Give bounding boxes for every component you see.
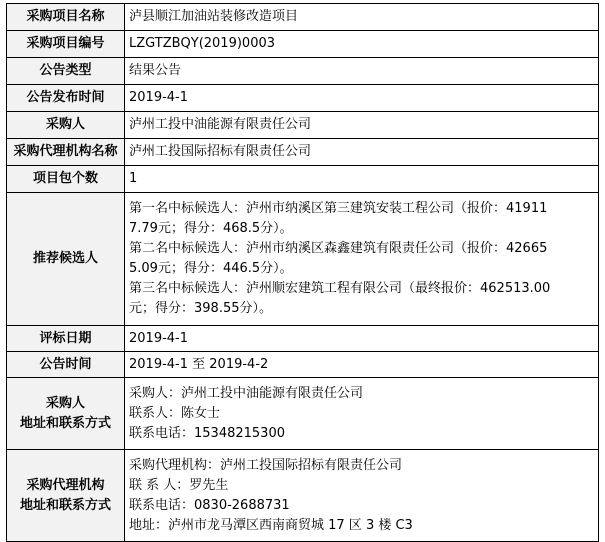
- row-project-name: [7, 4, 599, 31]
- project-number-value: LZGTZBQY(2019)0003: [125, 31, 599, 58]
- candidate-line: 5.09元；得分：446.5分）。: [129, 261, 293, 276]
- purchaser-contact-value: [125, 378, 599, 450]
- agency-contact-label-line2: 地址和联系方式: [19, 497, 111, 513]
- row-agency-contact: [7, 450, 599, 542]
- package-count-value: 1: [125, 166, 599, 193]
- row-package-count: [7, 166, 599, 193]
- eval-date-value: 2019-4-1: [125, 326, 599, 352]
- purchaser-contact-label-line2: 地址和联系方式: [19, 415, 111, 431]
- purchaser-contact-label: [7, 378, 125, 450]
- row-candidates: [7, 193, 599, 326]
- publish-time-label: 公告发布时间: [7, 85, 125, 112]
- purchaser-contact-line: 联系电话：15348215300: [129, 425, 285, 441]
- agency-contact-line: 采购代理机构：泸州工投国际招标有限责任公司: [129, 457, 403, 473]
- row-publish-time: [7, 85, 599, 112]
- candidate-line: 7.79元；得分：468.5分）。: [129, 221, 293, 236]
- agency-name-label: 采购代理机构名称: [7, 139, 125, 166]
- agency-name-value: 泸州工投国际招标有限责任公司: [125, 139, 599, 166]
- notice-time-label: 公告时间: [7, 352, 125, 378]
- purchaser-value: 泸州工投中油能源有限责任公司: [125, 112, 599, 139]
- purchaser-contact-line: 联系人：陈女士: [129, 405, 221, 421]
- agency-contact-label-line1: 采购代理机构: [26, 477, 105, 493]
- candidates-value: [125, 193, 599, 326]
- row-project-number: [7, 31, 599, 58]
- row-purchaser-contact: [7, 378, 599, 450]
- candidate-line: 第二名中标候选人：泸州市纳溪区森鑫建筑有限责任公司（报价：42665: [129, 241, 548, 256]
- project-name-label: 采购项目名称: [7, 4, 125, 31]
- purchaser-contact-label-line1: 采购人: [45, 395, 85, 411]
- notice-type-value: 结果公告: [125, 58, 599, 85]
- publish-time-value: 2019-4-1: [125, 85, 599, 112]
- agency-contact-line: 地址：泸州市龙马潭区西南商贸城 17 区 3 楼 C3: [129, 517, 413, 533]
- row-notice-type: [7, 58, 599, 85]
- row-agency-name: [7, 139, 599, 166]
- purchaser-contact-line: 采购人：泸州工投中油能源有限责任公司: [129, 385, 364, 401]
- candidate-line: 第一名中标候选人：泸州市纳溪区第三建筑安装工程公司（报价：41911: [129, 201, 548, 216]
- notice-time-value: 2019-4-1 至 2019-4-2: [125, 352, 599, 378]
- candidate-line: 第三名中标候选人：泸州顺宏建筑工程有限公司（最终报价：462513.00: [129, 281, 551, 296]
- row-eval-date: [7, 326, 599, 352]
- eval-date-label: 评标日期: [7, 326, 125, 352]
- purchaser-label: 采购人: [7, 112, 125, 139]
- row-purchaser: [7, 112, 599, 139]
- agency-contact-value: [125, 450, 599, 542]
- candidate-line: 元；得分：398.55分）。: [129, 301, 272, 316]
- candidates-label: 推荐候选人: [7, 193, 125, 326]
- result-notice-table: [6, 3, 599, 542]
- agency-contact-label: [7, 450, 125, 542]
- project-name-value: 泸县顺江加油站装修改造项目: [125, 4, 599, 31]
- agency-contact-line: 联 系 人：罗先生: [129, 477, 229, 493]
- notice-type-label: 公告类型: [7, 58, 125, 85]
- package-count-label: 项目包个数: [7, 166, 125, 193]
- row-notice-time: [7, 352, 599, 378]
- project-number-label: 采购项目编号: [7, 31, 125, 58]
- agency-contact-line: 联系电话：0830-2688731: [129, 497, 290, 513]
